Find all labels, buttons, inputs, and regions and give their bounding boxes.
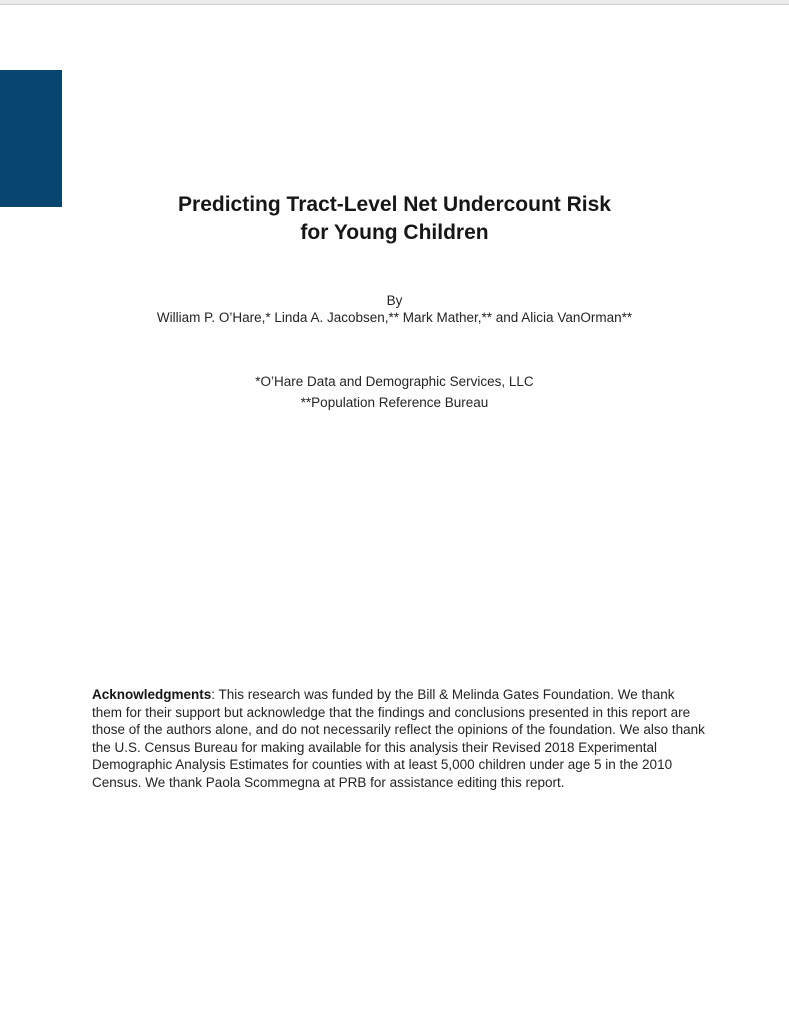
byline-by: By	[386, 293, 403, 308]
report-title-line1: Predicting Tract-Level Net Undercount Risk	[178, 193, 611, 216]
affiliations	[0, 371, 789, 413]
acknowledgments-text: : This research was funded by the Bill & Melinda Gates Foundation. We thank them for their support but acknowledge that the findings and conclusions presented in this report are those of the authors alone, and do not necessarily reflect the opinions of the foundation. We also thank the U.S. Census Bureau for making available for this analysis their Revised 2018 Experimental Demographic Analysis Estimates for counties with at least 5,000 children under age 5 in the 2010 Census. We thank Paola Scommegna at PRB for assistance editing this report.	[92, 687, 705, 790]
report-title-line2: for Young Children	[300, 221, 489, 244]
report-title	[0, 191, 789, 247]
cover-accent-rectangle	[0, 70, 62, 207]
affiliation-ohare: *O’Hare Data and Demographic Services, LLC	[255, 374, 534, 389]
affiliation-prb: **Population Reference Bureau	[300, 395, 489, 410]
byline-authors: William P. O’Hare,* Linda A. Jacobsen,** Mark Mather,** and Alicia VanOrman**	[156, 310, 633, 325]
byline	[0, 292, 789, 326]
pdf-page-top-edge	[0, 0, 789, 5]
acknowledgments-paragraph	[92, 686, 708, 791]
acknowledgments-label: Acknowledgments	[92, 687, 212, 702]
